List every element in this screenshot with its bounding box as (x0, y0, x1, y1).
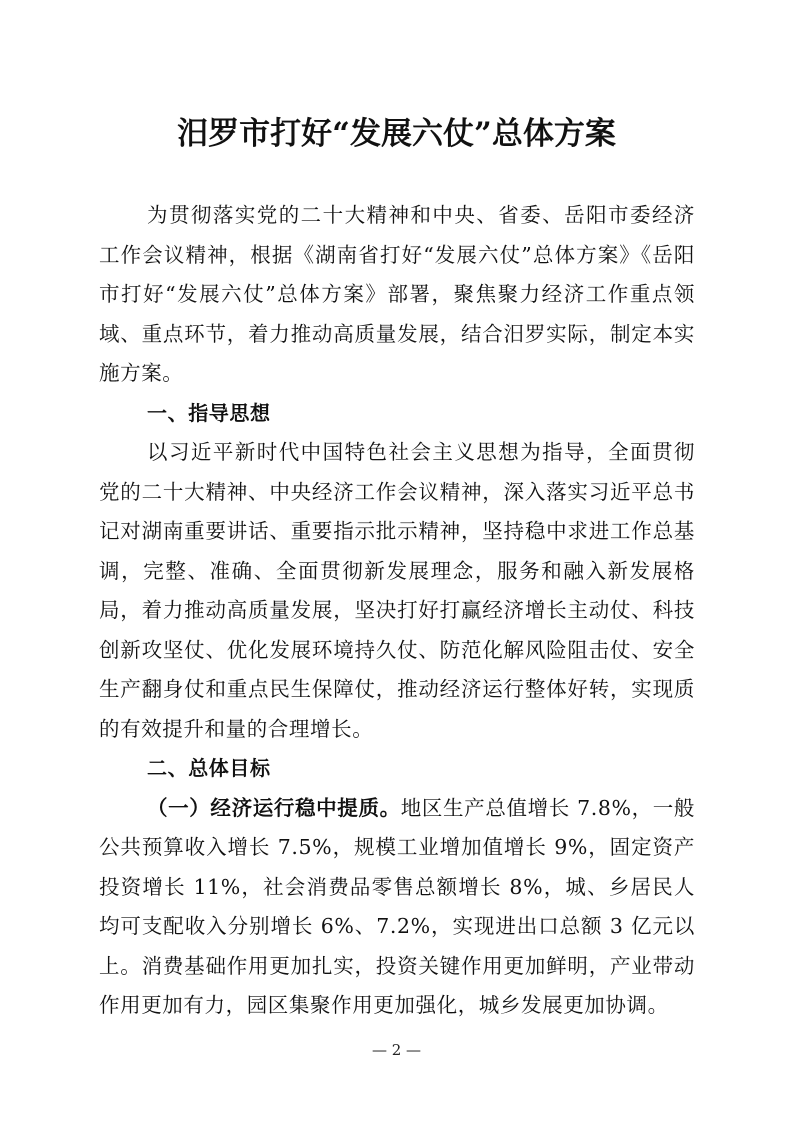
guiding-ideology-paragraph: 以习近平新时代中国特色社会主义思想为指导，全面贯彻党的二十大精神、中央经济工作会议精神，深入落实习近平总书记对湖南重要讲话、重要指示批示精神，坚持稳中求进工作总基调，完整、准确、全面贯彻新发展理念，服务和融入新发展格局，着力推动高质量发展，坚决打好打赢经济增长主动仗、科技创新攻坚仗、优化发展环境持久仗、防范化解风险阻击仗、安全生产翻身仗和重点民生保障仗，推动经济运行整体好转，实现质的有效提升和量的合理增长。 (99, 440, 695, 741)
intro-paragraph: 为贯彻落实党的二十大精神和中央、省委、岳阳市委经济工作会议精神，根据《湖南省打好“发展六仗”总体方案》《岳阳市打好“发展六仗”总体方案》部署，聚焦聚力经济工作重点领域、重点环节，着力推动高质量发展，结合汨罗实际，制定本实施方案。 (99, 203, 695, 385)
document-body (99, 196, 695, 1026)
page-number: — 2 — (371, 1041, 422, 1059)
document-title: 汨罗市打好“发展六仗”总体方案 (177, 116, 616, 152)
goal-item-lead: （一）经济运行稳中提质。 (147, 795, 401, 820)
goal-item-text: 地区生产总值增长 7.8%，一般公共预算收入增长 7.5%，规模工业增加值增长 9%，固定资产投资增长 11%，社会消费品零售总额增长 8%，城、乡居民人均可支配收入分别增长 6%、7.2%，实现进出口总额 3 亿元以上。消费基础作用更加扎实，投资关键作用更加鲜明，产业带动作用更加有力，园区集聚作用更加强化，城乡发展更加协调。 (99, 795, 695, 1017)
section-heading-overall-goals: 二、总体目标 (147, 756, 271, 780)
goal-item-paragraph (99, 789, 695, 1026)
section-heading-guiding-ideology: 一、指导思想 (147, 400, 271, 425)
